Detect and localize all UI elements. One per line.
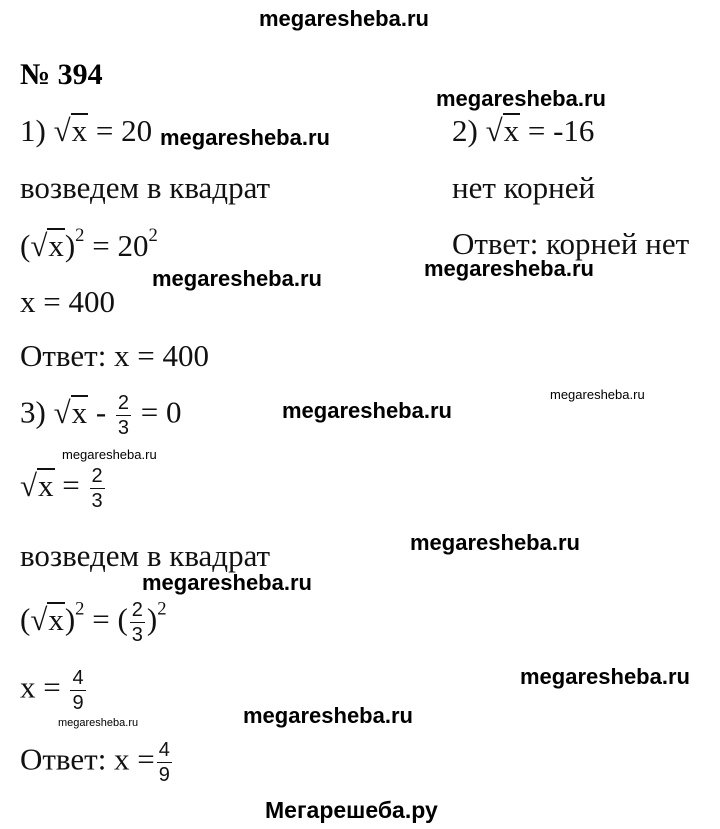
part2-equation — [452, 113, 594, 146]
fraction-numerator: 4 — [158, 739, 170, 761]
minus-sign: - — [95, 394, 107, 430]
part3-step: возведем в квадрат — [20, 538, 271, 573]
paren-open: ( — [20, 601, 31, 637]
sqrt-symbol: √x — [53, 113, 88, 148]
part3-line4 — [20, 600, 167, 645]
sqrt-symbol: √x — [485, 113, 520, 148]
sqrt-symbol: √x — [20, 467, 54, 503]
watermark: megaresheba.ru — [142, 570, 312, 595]
exponent: 2 — [75, 598, 85, 620]
fraction-denominator: 3 — [131, 624, 143, 646]
fraction-numerator: 2 — [131, 599, 143, 621]
exponent: 2 — [157, 598, 167, 620]
equals-sign: = — [62, 467, 80, 503]
footer-site: Мегарешеба.ру — [265, 797, 438, 823]
part1-equation — [20, 113, 152, 146]
part2-rhs: = -16 — [527, 113, 595, 148]
header-site: megaresheba.ru — [259, 6, 429, 31]
watermark: megaresheba.ru — [282, 398, 452, 423]
exponent: 2 — [75, 225, 85, 247]
paren-close: ) — [146, 601, 158, 637]
equals-paren: = ( — [92, 601, 128, 637]
part3-result — [20, 668, 88, 713]
fraction — [130, 600, 145, 645]
part2-radicand: x — [503, 113, 520, 148]
answer-lhs: Ответ: x = — [20, 741, 155, 777]
fraction-denominator: 9 — [72, 692, 84, 714]
fraction — [70, 668, 85, 713]
fraction-numerator: 2 — [117, 392, 130, 414]
fraction-numerator: 4 — [72, 667, 84, 689]
watermark: megaresheba.ru — [62, 447, 157, 462]
watermark: megaresheba.ru — [550, 387, 645, 402]
part3-line2 — [20, 466, 107, 511]
part2-answer: Ответ: корней нет — [452, 226, 690, 261]
part3-rhs: = 0 — [140, 394, 182, 430]
part1-label: 1) — [20, 113, 46, 148]
watermark: megaresheba.ru — [160, 125, 330, 150]
watermark: megaresheba.ru — [243, 703, 413, 728]
part3-equation — [20, 393, 182, 438]
part3-label: 3) — [20, 394, 46, 430]
fraction-denominator: 3 — [117, 417, 130, 439]
part1-result: x = 400 — [20, 284, 115, 319]
fraction-denominator: 9 — [158, 764, 170, 786]
watermark: megaresheba.ru — [410, 530, 580, 555]
sqrt-symbol: √x — [30, 601, 64, 637]
problem-number: № 394 — [20, 58, 103, 91]
part3-line2-radicand: x — [38, 467, 54, 503]
watermark: megaresheba.ru — [520, 664, 690, 689]
part3-answer — [20, 740, 174, 785]
part1-rhs: = 20 — [95, 113, 153, 148]
part3-line4-radicand: x — [48, 601, 64, 637]
paren-close: ) — [64, 601, 76, 637]
sqrt-symbol: √x — [53, 394, 88, 430]
part1-answer: Ответ: x = 400 — [20, 338, 210, 373]
part1-radicand: x — [71, 113, 88, 148]
fraction — [116, 393, 131, 438]
paren-open: ( — [20, 228, 31, 263]
part1-step2-rhs: = 20 — [92, 228, 149, 263]
part2-label: 2) — [452, 113, 478, 148]
fraction-denominator: 3 — [91, 490, 103, 512]
watermark: megaresheba.ru — [58, 717, 139, 729]
part1-step2-radicand: x — [48, 228, 64, 263]
paren-close: ) — [64, 228, 76, 263]
result-lhs: x = — [20, 669, 61, 705]
sqrt-symbol: √x — [30, 228, 64, 263]
watermark: megaresheba.ru — [436, 86, 606, 111]
part1-step1: возведем в квадрат — [20, 170, 271, 205]
fraction — [90, 466, 105, 511]
exponent: 2 — [148, 225, 158, 247]
watermark: megaresheba.ru — [152, 266, 322, 291]
part1-step2 — [20, 225, 158, 263]
watermark: megaresheba.ru — [424, 256, 594, 281]
part3-radicand: x — [71, 394, 88, 430]
fraction-numerator: 2 — [91, 465, 103, 487]
fraction — [157, 740, 172, 785]
part2-step1: нет корней — [452, 170, 596, 205]
